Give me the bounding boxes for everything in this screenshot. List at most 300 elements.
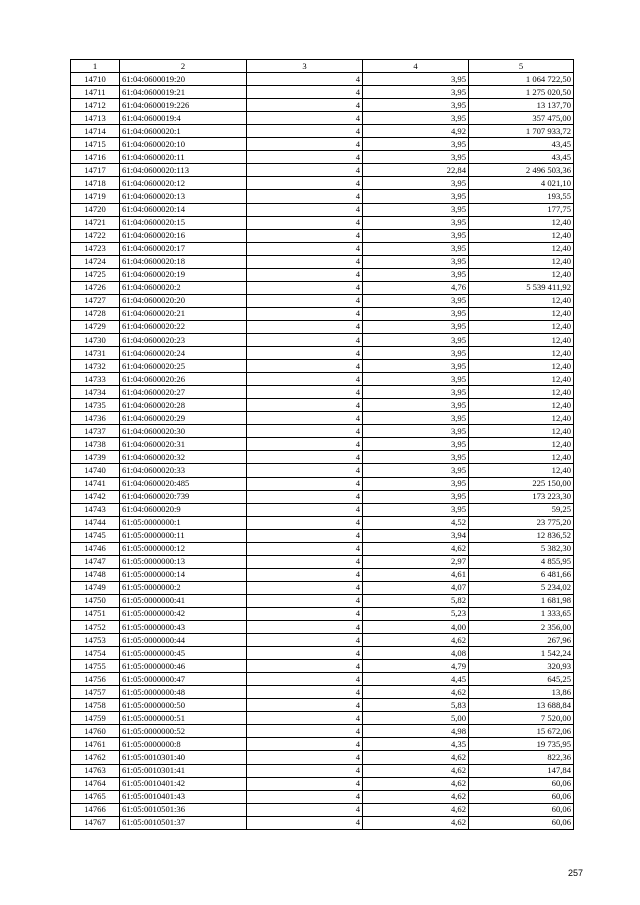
rate-cell: 3,95 bbox=[363, 451, 469, 464]
cadastral-number-cell: 61:05:0000000:2 bbox=[120, 581, 247, 594]
amount-cell: 357 475,00 bbox=[469, 112, 574, 125]
table-row bbox=[71, 425, 574, 438]
category-cell: 4 bbox=[247, 438, 363, 451]
category-cell: 4 bbox=[247, 790, 363, 803]
rate-cell: 3,95 bbox=[363, 333, 469, 346]
amount-cell: 1 707 933,72 bbox=[469, 125, 574, 138]
cadastral-number-cell: 61:05:0000000:45 bbox=[120, 647, 247, 660]
table-row bbox=[71, 177, 574, 190]
row-number-cell: 14757 bbox=[71, 686, 120, 699]
table-row bbox=[71, 660, 574, 673]
table-row bbox=[71, 803, 574, 816]
row-number-cell: 14719 bbox=[71, 190, 120, 203]
amount-cell: 645,25 bbox=[469, 673, 574, 686]
cadastral-number-cell: 61:05:0010301:40 bbox=[120, 751, 247, 764]
row-number-cell: 14754 bbox=[71, 647, 120, 660]
category-cell: 4 bbox=[247, 803, 363, 816]
table-row bbox=[71, 594, 574, 607]
amount-cell: 12,40 bbox=[469, 412, 574, 425]
table-row bbox=[71, 373, 574, 386]
cadastral-number-cell: 61:04:0600020:18 bbox=[120, 255, 247, 268]
cadastral-number-cell: 61:05:0010501:37 bbox=[120, 816, 247, 829]
table-row bbox=[71, 99, 574, 112]
table-row bbox=[71, 333, 574, 346]
table-row bbox=[71, 816, 574, 829]
row-number-cell: 14717 bbox=[71, 164, 120, 177]
category-cell: 4 bbox=[247, 647, 363, 660]
category-cell: 4 bbox=[247, 229, 363, 242]
table-row bbox=[71, 151, 574, 164]
category-cell: 4 bbox=[247, 464, 363, 477]
rate-cell: 3,95 bbox=[363, 399, 469, 412]
cadastral-number-cell: 61:04:0600020:30 bbox=[120, 425, 247, 438]
rate-cell: 3,95 bbox=[363, 347, 469, 360]
row-number-cell: 14731 bbox=[71, 347, 120, 360]
column-header-5: 5 bbox=[469, 60, 574, 73]
category-cell: 4 bbox=[247, 634, 363, 647]
category-cell: 4 bbox=[247, 125, 363, 138]
category-cell: 4 bbox=[247, 738, 363, 751]
row-number-cell: 14748 bbox=[71, 568, 120, 581]
table-row bbox=[71, 138, 574, 151]
row-number-cell: 14763 bbox=[71, 764, 120, 777]
row-number-cell: 14718 bbox=[71, 177, 120, 190]
category-cell: 4 bbox=[247, 99, 363, 112]
rate-cell: 4,76 bbox=[363, 281, 469, 294]
rate-cell: 3,95 bbox=[363, 177, 469, 190]
category-cell: 4 bbox=[247, 477, 363, 490]
cadastral-number-cell: 61:05:0000000:1 bbox=[120, 516, 247, 529]
table-row bbox=[71, 216, 574, 229]
amount-cell: 1 275 020,50 bbox=[469, 86, 574, 99]
amount-cell: 225 150,00 bbox=[469, 477, 574, 490]
category-cell: 4 bbox=[247, 255, 363, 268]
category-cell: 4 bbox=[247, 686, 363, 699]
category-cell: 4 bbox=[247, 307, 363, 320]
rate-cell: 2,97 bbox=[363, 555, 469, 568]
cadastral-number-cell: 61:04:0600020:16 bbox=[120, 229, 247, 242]
table-row bbox=[71, 790, 574, 803]
row-number-cell: 14766 bbox=[71, 803, 120, 816]
cadastral-number-cell: 61:04:0600020:12 bbox=[120, 177, 247, 190]
category-cell: 4 bbox=[247, 660, 363, 673]
cadastral-number-cell: 61:05:0000000:47 bbox=[120, 673, 247, 686]
amount-cell: 12,40 bbox=[469, 386, 574, 399]
category-cell: 4 bbox=[247, 203, 363, 216]
category-cell: 4 bbox=[247, 360, 363, 373]
amount-cell: 13 137,70 bbox=[469, 99, 574, 112]
category-cell: 4 bbox=[247, 151, 363, 164]
row-number-cell: 14730 bbox=[71, 333, 120, 346]
amount-cell: 60,06 bbox=[469, 816, 574, 829]
cadastral-number-cell: 61:05:0000000:42 bbox=[120, 607, 247, 620]
rate-cell: 3,95 bbox=[363, 307, 469, 320]
row-number-cell: 14767 bbox=[71, 816, 120, 829]
row-number-cell: 14738 bbox=[71, 438, 120, 451]
cadastral-number-cell: 61:05:0000000:48 bbox=[120, 686, 247, 699]
row-number-cell: 14752 bbox=[71, 621, 120, 634]
rate-cell: 3,95 bbox=[363, 242, 469, 255]
category-cell: 4 bbox=[247, 320, 363, 333]
table-row bbox=[71, 777, 574, 790]
row-number-cell: 14765 bbox=[71, 790, 120, 803]
row-number-cell: 14734 bbox=[71, 386, 120, 399]
amount-cell: 12,40 bbox=[469, 216, 574, 229]
cadastral-number-cell: 61:04:0600020:33 bbox=[120, 464, 247, 477]
category-cell: 4 bbox=[247, 164, 363, 177]
amount-cell: 5 382,30 bbox=[469, 542, 574, 555]
category-cell: 4 bbox=[247, 581, 363, 594]
rate-cell: 3,95 bbox=[363, 151, 469, 164]
rate-cell: 4,45 bbox=[363, 673, 469, 686]
rate-cell: 4,61 bbox=[363, 568, 469, 581]
cadastral-number-cell: 61:04:0600019:4 bbox=[120, 112, 247, 125]
amount-cell: 5 539 411,92 bbox=[469, 281, 574, 294]
category-cell: 4 bbox=[247, 777, 363, 790]
row-number-cell: 14753 bbox=[71, 634, 120, 647]
row-number-cell: 14751 bbox=[71, 607, 120, 620]
row-number-cell: 14739 bbox=[71, 451, 120, 464]
column-header-4: 4 bbox=[363, 60, 469, 73]
rate-cell: 3,95 bbox=[363, 203, 469, 216]
row-number-cell: 14727 bbox=[71, 294, 120, 307]
amount-cell: 177,75 bbox=[469, 203, 574, 216]
row-number-cell: 14715 bbox=[71, 138, 120, 151]
row-number-cell: 14744 bbox=[71, 516, 120, 529]
rate-cell: 4,07 bbox=[363, 581, 469, 594]
cadastral-number-cell: 61:04:0600020:739 bbox=[120, 490, 247, 503]
cadastral-number-cell: 61:04:0600020:11 bbox=[120, 151, 247, 164]
row-number-cell: 14745 bbox=[71, 529, 120, 542]
row-number-cell: 14713 bbox=[71, 112, 120, 125]
cadastral-number-cell: 61:04:0600020:23 bbox=[120, 333, 247, 346]
category-cell: 4 bbox=[247, 816, 363, 829]
table-row bbox=[71, 490, 574, 503]
row-number-cell: 14723 bbox=[71, 242, 120, 255]
amount-cell: 1 681,98 bbox=[469, 594, 574, 607]
category-cell: 4 bbox=[247, 673, 363, 686]
cadastral-number-cell: 61:04:0600020:27 bbox=[120, 386, 247, 399]
row-number-cell: 14746 bbox=[71, 542, 120, 555]
cadastral-number-cell: 61:05:0000000:11 bbox=[120, 529, 247, 542]
rate-cell: 3,95 bbox=[363, 268, 469, 281]
row-number-cell: 14742 bbox=[71, 490, 120, 503]
table-row bbox=[71, 529, 574, 542]
cadastral-number-cell: 61:05:0010301:41 bbox=[120, 764, 247, 777]
cadastral-number-cell: 61:04:0600020:28 bbox=[120, 399, 247, 412]
amount-cell: 5 234,02 bbox=[469, 581, 574, 594]
rate-cell: 3,95 bbox=[363, 386, 469, 399]
rate-cell: 4,92 bbox=[363, 125, 469, 138]
row-number-cell: 14712 bbox=[71, 99, 120, 112]
amount-cell: 12,40 bbox=[469, 268, 574, 281]
amount-cell: 320,93 bbox=[469, 660, 574, 673]
table-row bbox=[71, 412, 574, 425]
table-row bbox=[71, 320, 574, 333]
rate-cell: 3,95 bbox=[363, 373, 469, 386]
row-number-cell: 14743 bbox=[71, 503, 120, 516]
rate-cell: 3,95 bbox=[363, 255, 469, 268]
rate-cell: 3,95 bbox=[363, 112, 469, 125]
amount-cell: 43,45 bbox=[469, 138, 574, 151]
table-row bbox=[71, 621, 574, 634]
table-body bbox=[71, 73, 574, 830]
category-cell: 4 bbox=[247, 373, 363, 386]
amount-cell: 43,45 bbox=[469, 151, 574, 164]
rate-cell: 4,62 bbox=[363, 764, 469, 777]
amount-cell: 12,40 bbox=[469, 373, 574, 386]
data-table bbox=[70, 59, 574, 830]
table-row bbox=[71, 242, 574, 255]
rate-cell: 3,94 bbox=[363, 529, 469, 542]
amount-cell: 13 688,84 bbox=[469, 699, 574, 712]
table-row bbox=[71, 164, 574, 177]
amount-cell: 6 481,66 bbox=[469, 568, 574, 581]
category-cell: 4 bbox=[247, 73, 363, 86]
amount-cell: 12,40 bbox=[469, 307, 574, 320]
table-row bbox=[71, 360, 574, 373]
cadastral-number-cell: 61:05:0000000:13 bbox=[120, 555, 247, 568]
row-number-cell: 14759 bbox=[71, 712, 120, 725]
table-row bbox=[71, 555, 574, 568]
amount-cell: 267,96 bbox=[469, 634, 574, 647]
amount-cell: 147,84 bbox=[469, 764, 574, 777]
row-number-cell: 14710 bbox=[71, 73, 120, 86]
cadastral-number-cell: 61:04:0600020:26 bbox=[120, 373, 247, 386]
rate-cell: 4,52 bbox=[363, 516, 469, 529]
category-cell: 4 bbox=[247, 621, 363, 634]
table-row bbox=[71, 281, 574, 294]
cadastral-number-cell: 61:04:0600019:20 bbox=[120, 73, 247, 86]
table-row bbox=[71, 386, 574, 399]
amount-cell: 12,40 bbox=[469, 399, 574, 412]
row-number-cell: 14760 bbox=[71, 725, 120, 738]
rate-cell: 3,95 bbox=[363, 99, 469, 112]
cadastral-number-cell: 61:04:0600019:21 bbox=[120, 86, 247, 99]
cadastral-number-cell: 61:05:0010401:42 bbox=[120, 777, 247, 790]
rate-cell: 4,98 bbox=[363, 725, 469, 738]
category-cell: 4 bbox=[247, 399, 363, 412]
category-cell: 4 bbox=[247, 112, 363, 125]
rate-cell: 3,95 bbox=[363, 294, 469, 307]
row-number-cell: 14714 bbox=[71, 125, 120, 138]
cadastral-number-cell: 61:04:0600020:20 bbox=[120, 294, 247, 307]
table-row bbox=[71, 190, 574, 203]
cadastral-number-cell: 61:04:0600020:32 bbox=[120, 451, 247, 464]
table-row bbox=[71, 438, 574, 451]
category-cell: 4 bbox=[247, 412, 363, 425]
category-cell: 4 bbox=[247, 190, 363, 203]
rate-cell: 5,83 bbox=[363, 699, 469, 712]
rate-cell: 4,62 bbox=[363, 542, 469, 555]
row-number-cell: 14749 bbox=[71, 581, 120, 594]
table-row bbox=[71, 607, 574, 620]
cadastral-number-cell: 61:04:0600019:226 bbox=[120, 99, 247, 112]
amount-cell: 12,40 bbox=[469, 320, 574, 333]
rate-cell: 4,62 bbox=[363, 816, 469, 829]
row-number-cell: 14737 bbox=[71, 425, 120, 438]
cadastral-number-cell: 61:04:0600020:17 bbox=[120, 242, 247, 255]
row-number-cell: 14720 bbox=[71, 203, 120, 216]
amount-cell: 12,40 bbox=[469, 255, 574, 268]
rate-cell: 22,84 bbox=[363, 164, 469, 177]
amount-cell: 822,36 bbox=[469, 751, 574, 764]
amount-cell: 12,40 bbox=[469, 438, 574, 451]
category-cell: 4 bbox=[247, 607, 363, 620]
category-cell: 4 bbox=[247, 764, 363, 777]
table-row bbox=[71, 86, 574, 99]
amount-cell: 12,40 bbox=[469, 347, 574, 360]
table-row bbox=[71, 686, 574, 699]
cadastral-number-cell: 61:04:0600020:19 bbox=[120, 268, 247, 281]
row-number-cell: 14764 bbox=[71, 777, 120, 790]
amount-cell: 4 855,95 bbox=[469, 555, 574, 568]
amount-cell: 12,40 bbox=[469, 333, 574, 346]
table-row bbox=[71, 764, 574, 777]
page-number: 257 bbox=[567, 868, 583, 878]
amount-cell: 60,06 bbox=[469, 777, 574, 790]
amount-cell: 12,40 bbox=[469, 451, 574, 464]
amount-cell: 193,55 bbox=[469, 190, 574, 203]
category-cell: 4 bbox=[247, 503, 363, 516]
category-cell: 4 bbox=[247, 281, 363, 294]
amount-cell: 7 520,00 bbox=[469, 712, 574, 725]
cadastral-number-cell: 61:05:0000000:41 bbox=[120, 594, 247, 607]
cadastral-number-cell: 61:05:0000000:50 bbox=[120, 699, 247, 712]
table-row bbox=[71, 464, 574, 477]
table-row bbox=[71, 255, 574, 268]
amount-cell: 12,40 bbox=[469, 294, 574, 307]
row-number-cell: 14711 bbox=[71, 86, 120, 99]
cadastral-number-cell: 61:05:0010501:36 bbox=[120, 803, 247, 816]
rate-cell: 5,82 bbox=[363, 594, 469, 607]
rate-cell: 4,62 bbox=[363, 803, 469, 816]
table-row bbox=[71, 712, 574, 725]
row-number-cell: 14758 bbox=[71, 699, 120, 712]
category-cell: 4 bbox=[247, 568, 363, 581]
amount-cell: 12,40 bbox=[469, 242, 574, 255]
rate-cell: 5,00 bbox=[363, 712, 469, 725]
table-row bbox=[71, 347, 574, 360]
rate-cell: 3,95 bbox=[363, 320, 469, 333]
amount-cell: 4 021,10 bbox=[469, 177, 574, 190]
rate-cell: 3,95 bbox=[363, 86, 469, 99]
cadastral-number-cell: 61:04:0600020:9 bbox=[120, 503, 247, 516]
row-number-cell: 14728 bbox=[71, 307, 120, 320]
row-number-cell: 14747 bbox=[71, 555, 120, 568]
table-row bbox=[71, 73, 574, 86]
category-cell: 4 bbox=[247, 294, 363, 307]
row-number-cell: 14750 bbox=[71, 594, 120, 607]
rate-cell: 4,08 bbox=[363, 647, 469, 660]
row-number-cell: 14724 bbox=[71, 255, 120, 268]
rate-cell: 4,62 bbox=[363, 751, 469, 764]
cadastral-number-cell: 61:05:0000000:8 bbox=[120, 738, 247, 751]
cadastral-number-cell: 61:05:0000000:14 bbox=[120, 568, 247, 581]
table-row bbox=[71, 307, 574, 320]
cadastral-number-cell: 61:05:0000000:51 bbox=[120, 712, 247, 725]
table-row bbox=[71, 673, 574, 686]
rate-cell: 3,95 bbox=[363, 412, 469, 425]
amount-cell: 12,40 bbox=[469, 464, 574, 477]
rate-cell: 3,95 bbox=[363, 73, 469, 86]
category-cell: 4 bbox=[247, 386, 363, 399]
category-cell: 4 bbox=[247, 542, 363, 555]
row-number-cell: 14756 bbox=[71, 673, 120, 686]
rate-cell: 3,95 bbox=[363, 425, 469, 438]
row-number-cell: 14735 bbox=[71, 399, 120, 412]
category-cell: 4 bbox=[247, 333, 363, 346]
category-cell: 4 bbox=[247, 712, 363, 725]
table-header-row bbox=[71, 60, 574, 73]
table-row bbox=[71, 268, 574, 281]
row-number-cell: 14725 bbox=[71, 268, 120, 281]
category-cell: 4 bbox=[247, 242, 363, 255]
cadastral-number-cell: 61:04:0600020:29 bbox=[120, 412, 247, 425]
row-number-cell: 14740 bbox=[71, 464, 120, 477]
cadastral-number-cell: 61:05:0000000:44 bbox=[120, 634, 247, 647]
amount-cell: 12 836,52 bbox=[469, 529, 574, 542]
category-cell: 4 bbox=[247, 725, 363, 738]
table-row bbox=[71, 399, 574, 412]
category-cell: 4 bbox=[247, 86, 363, 99]
row-number-cell: 14732 bbox=[71, 360, 120, 373]
amount-cell: 60,06 bbox=[469, 790, 574, 803]
rate-cell: 3,95 bbox=[363, 360, 469, 373]
table-row bbox=[71, 112, 574, 125]
category-cell: 4 bbox=[247, 529, 363, 542]
rate-cell: 4,35 bbox=[363, 738, 469, 751]
cadastral-number-cell: 61:04:0600020:31 bbox=[120, 438, 247, 451]
rate-cell: 3,95 bbox=[363, 216, 469, 229]
cadastral-number-cell: 61:04:0600020:485 bbox=[120, 477, 247, 490]
rate-cell: 3,95 bbox=[363, 229, 469, 242]
amount-cell: 2 496 503,36 bbox=[469, 164, 574, 177]
row-number-cell: 14755 bbox=[71, 660, 120, 673]
amount-cell: 12,40 bbox=[469, 425, 574, 438]
cadastral-number-cell: 61:04:0600020:24 bbox=[120, 347, 247, 360]
rate-cell: 4,62 bbox=[363, 634, 469, 647]
amount-cell: 59,25 bbox=[469, 503, 574, 516]
category-cell: 4 bbox=[247, 555, 363, 568]
row-number-cell: 14761 bbox=[71, 738, 120, 751]
rate-cell: 4,62 bbox=[363, 790, 469, 803]
amount-cell: 1 333,65 bbox=[469, 607, 574, 620]
rate-cell: 3,95 bbox=[363, 477, 469, 490]
rate-cell: 5,23 bbox=[363, 607, 469, 620]
column-header-1: 1 bbox=[71, 60, 120, 73]
row-number-cell: 14736 bbox=[71, 412, 120, 425]
row-number-cell: 14721 bbox=[71, 216, 120, 229]
category-cell: 4 bbox=[247, 516, 363, 529]
column-header-3: 3 bbox=[247, 60, 363, 73]
cadastral-number-cell: 61:04:0600020:13 bbox=[120, 190, 247, 203]
table-row bbox=[71, 294, 574, 307]
row-number-cell: 14722 bbox=[71, 229, 120, 242]
amount-cell: 12,40 bbox=[469, 360, 574, 373]
amount-cell: 1 064 722,50 bbox=[469, 73, 574, 86]
amount-cell: 19 735,95 bbox=[469, 738, 574, 751]
amount-cell: 60,06 bbox=[469, 803, 574, 816]
rate-cell: 3,95 bbox=[363, 190, 469, 203]
table-row bbox=[71, 516, 574, 529]
row-number-cell: 14733 bbox=[71, 373, 120, 386]
rate-cell: 4,79 bbox=[363, 660, 469, 673]
cadastral-number-cell: 61:04:0600020:1 bbox=[120, 125, 247, 138]
amount-cell: 1 542,24 bbox=[469, 647, 574, 660]
cadastral-number-cell: 61:05:0010401:43 bbox=[120, 790, 247, 803]
category-cell: 4 bbox=[247, 490, 363, 503]
